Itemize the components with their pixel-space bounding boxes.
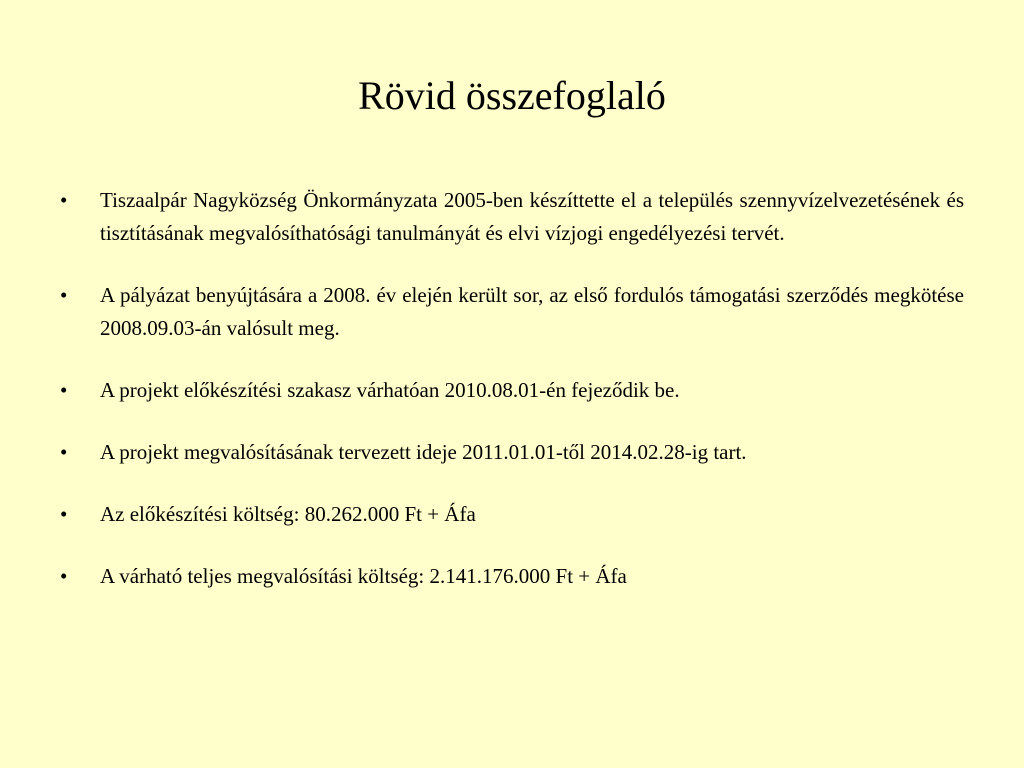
bullet-item-1 [56, 184, 964, 250]
bullet-item-6 [56, 560, 964, 593]
bullet-item-5 [56, 498, 964, 531]
bullet-item-2 [56, 279, 964, 345]
bullet-list [56, 184, 964, 622]
bullet-dot-icon: • [60, 188, 68, 212]
bullet-dot-icon: • [60, 440, 68, 464]
bullet-dot-icon: • [60, 502, 68, 526]
bullet-text: Az előkészítési költség: 80.262.000 Ft + Áfa [100, 502, 476, 526]
bullet-dot-icon: • [60, 378, 68, 402]
bullet-text: A várható teljes megvalósítási költség: 2.141.176.000 Ft + Áfa [100, 564, 627, 588]
bullet-dot-icon: • [60, 564, 68, 588]
bullet-text: A projekt megvalósításának tervezett ideje 2011.01.01-től 2014.02.28-ig tart. [100, 440, 747, 464]
bullet-text: Tiszaalpár Nagyközség Önkormányzata 2005-ben készíttette el a település szennyvízelvezetésének és tisztításának megvalósíthatósági tanulmányát és elvi vízjogi engedélyezési tervét. [100, 188, 964, 245]
slide-title: Rövid összefoglaló [358, 73, 666, 118]
bullet-text: A projekt előkészítési szakasz várhatóan 2010.08.01-én fejeződik be. [100, 378, 680, 402]
bullet-dot-icon: • [60, 283, 68, 307]
bullet-text: A pályázat benyújtására a 2008. év elején került sor, az első fordulós támogatási szerződés megkötése 2008.09.03-án valósult meg. [100, 283, 964, 340]
bullet-item-3 [56, 374, 964, 407]
bullet-item-4 [56, 436, 964, 469]
